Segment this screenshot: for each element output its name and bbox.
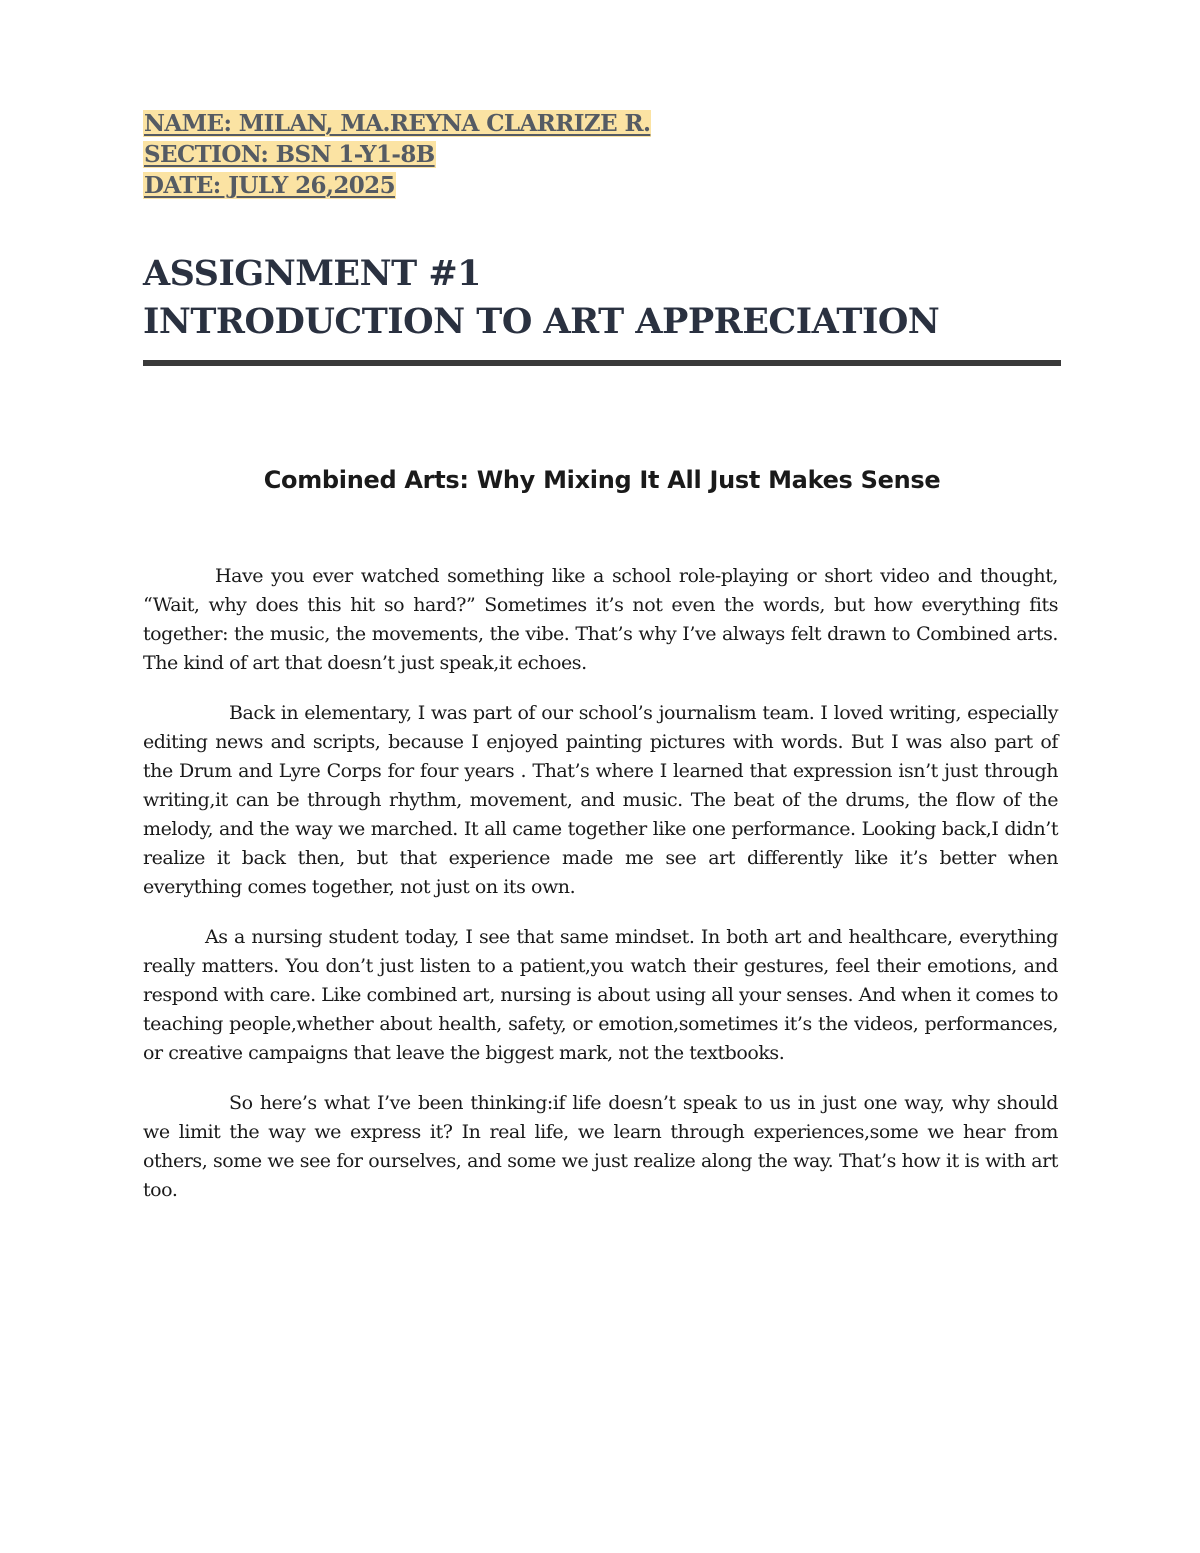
student-info-block — [143, 108, 651, 201]
paragraph-1: Have you ever watched something like a school role-playing or short video and thought, “Wait, why does this hit so hard?” Sometimes it’s not even the words, but how everything fits together: the music, the movements, the vibe. That’s why I’ve always felt drawn to Combined arts. The kind of art that doesn’t just speak,it echoes. — [143, 565, 1058, 674]
section-line — [143, 139, 651, 170]
section-text: SECTION: BSN 1-Y1-8B — [144, 141, 435, 168]
course-title: INTRODUCTION TO ART APPRECIATION — [143, 301, 940, 342]
name-text: NAME: MILAN, MA.REYNA CLARRIZE R. — [144, 110, 651, 137]
paragraph-3: As a nursing student today, I see that same mindset. In both art and healthcare, everything really matters. You don’t just listen to a patient,you watch their gestures, feel their emotions, and respond with care. Like combined art, nursing is about using all your senses. And when it comes to teaching people,whether about health, safety, or emotion,sometimes it’s the videos, performances, or creative campaigns that leave the biggest mark, not the textbooks. — [143, 926, 1058, 1064]
date-text: DATE: JULY 26,2025 — [144, 172, 395, 199]
essay-body — [143, 562, 1058, 1226]
paragraph-2: Back in elementary, I was part of our school’s journalism team. I loved writing, especially editing news and scripts, because I enjoyed painting pictures with words. But I was also part of the Drum and Lyre Corps for four years . That’s where I learned that expression isn’t just through writing,it can be through rhythm, movement, and music. The beat of the drums, the flow of the melody, and the way we marched. It all came together like one performance. Looking back,I didn’t realize it back then, but that experience made me see art differently like it’s better when everything comes together, not just on its own. — [143, 702, 1058, 898]
heading-divider — [143, 360, 1061, 366]
essay-title: Combined Arts: Why Mixing It All Just Makes Sense — [263, 466, 941, 494]
name-line — [143, 108, 651, 139]
paragraph-4: So here’s what I’ve been thinking:if life doesn’t speak to us in just one way, why should we limit the way we express it? In real life, we learn through experiences,some we hear from others, some we see for ourselves, and some we just realize along the way. That’s how it is with art too. — [143, 1092, 1058, 1201]
assignment-number: ASSIGNMENT #1 — [143, 253, 482, 294]
date-line — [143, 170, 651, 201]
assignment-heading — [143, 250, 939, 346]
